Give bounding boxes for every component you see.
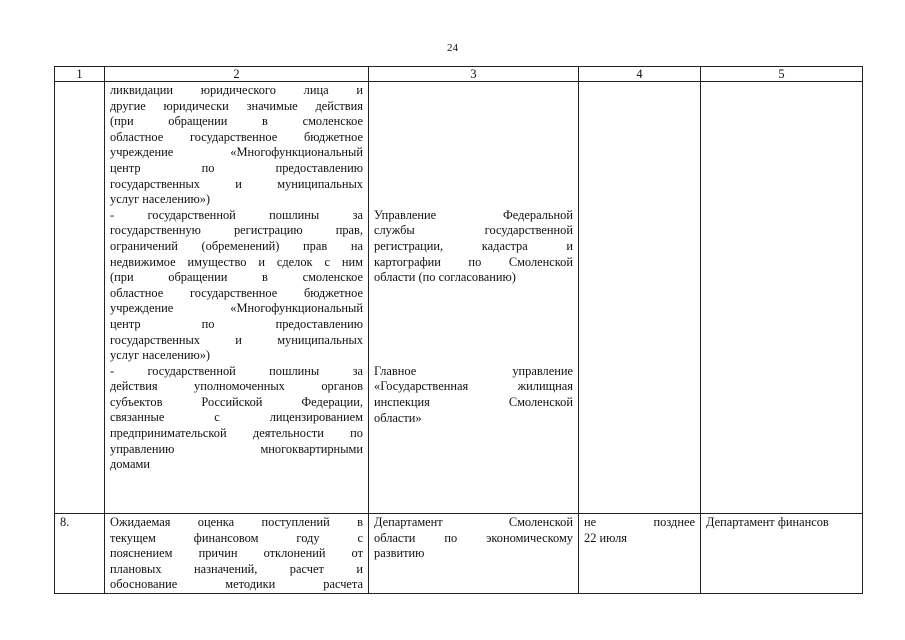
text-line: картографии по Смоленской — [374, 254, 573, 269]
description-paragraph — [110, 83, 363, 208]
text-line: ликвидации юридического лица и — [110, 83, 363, 97]
text-line: услуг населению») — [110, 192, 211, 207]
text-line: центр по предоставлению — [110, 160, 363, 175]
text-line: - государственной пошлины за — [110, 207, 363, 222]
text-line: инспекция Смоленской — [374, 394, 573, 409]
page-number: 24 — [447, 42, 458, 54]
table-row — [55, 514, 863, 594]
description-paragraph — [110, 364, 363, 473]
text-line: управлению многоквартирными — [110, 441, 363, 456]
text-line: регистрации, кадастра и — [374, 238, 573, 253]
text-line: учреждение «Многофункциональный — [110, 301, 363, 316]
header-col-2: 2 — [105, 67, 369, 82]
description-paragraph — [110, 515, 363, 593]
text-line: субъектов Российской Федерации, — [110, 394, 363, 409]
executor-paragraph — [374, 208, 573, 286]
text-line: Главное управление — [374, 363, 573, 378]
text-line: государственных и муниципальных — [110, 332, 363, 347]
text-line: предпринимательской деятельности по — [110, 426, 363, 441]
document-table — [54, 66, 863, 594]
header-col-5: 5 — [701, 67, 863, 82]
header-col-4: 4 — [579, 67, 701, 82]
text-line: недвижимое имущество и сделок с ним — [110, 254, 363, 269]
text-line: ограничений (обременений) прав на — [110, 238, 363, 253]
table-row — [55, 82, 863, 514]
text-line: (при обращении в смоленское — [110, 114, 363, 129]
responsible-cell: Департамент финансов — [701, 514, 863, 594]
text-line: действия уполномоченных органов — [110, 379, 363, 394]
spacer — [374, 286, 573, 364]
text-line: области (по согласованию) — [374, 270, 516, 285]
responsible-cell — [701, 82, 863, 514]
row-number-cell: 8. — [55, 514, 105, 594]
text-line: службы государственной — [374, 223, 573, 238]
description-cell — [105, 514, 369, 594]
row-number-cell — [55, 82, 105, 514]
text-line: домами — [110, 457, 150, 472]
description-cell — [105, 82, 369, 514]
text-line: областное государственное бюджетное — [110, 285, 363, 300]
header-row — [55, 67, 863, 82]
text-line: развитию — [374, 546, 425, 561]
text-line: пояснением причин отклонений от — [110, 546, 363, 561]
text-line: учреждение «Многофункциональный — [110, 145, 363, 160]
executor-paragraph — [374, 515, 573, 562]
text-line: связанные с лицензированием — [110, 410, 363, 425]
deadline-cell — [579, 514, 701, 594]
text-line: (при обращении в смоленское — [110, 270, 363, 285]
text-line: Управление Федеральной — [374, 207, 573, 222]
header-col-3: 3 — [369, 67, 579, 82]
executor-cell — [369, 82, 579, 514]
text-line: услуг населению») — [110, 348, 211, 363]
text-line: обоснование методики расчета — [110, 577, 363, 592]
text-line: Департамент Смоленской — [374, 515, 573, 529]
text-line: области по экономическому — [374, 530, 573, 545]
text-line: другие юридически значимые действия — [110, 98, 363, 113]
deadline-cell — [579, 82, 701, 514]
executor-cell — [369, 514, 579, 594]
header-col-1: 1 — [55, 67, 105, 82]
description-paragraph — [110, 208, 363, 364]
spacer — [374, 83, 573, 208]
text-line: областное государственное бюджетное — [110, 129, 363, 144]
text-line: не позднее — [584, 515, 695, 529]
text-line: центр по предоставлению — [110, 316, 363, 331]
text-line: 22 июля — [584, 530, 627, 545]
text-line: Ожидаемая оценка поступлений в — [110, 515, 363, 529]
text-line: области» — [374, 410, 422, 425]
text-line: «Государственная жилищная — [374, 379, 573, 394]
deadline-paragraph — [584, 515, 695, 546]
text-line: государственных и муниципальных — [110, 176, 363, 191]
text-line: плановых назначений, расчет и — [110, 561, 363, 576]
text-line: текущем финансовом году с — [110, 530, 363, 545]
text-line: государственную регистрацию прав, — [110, 223, 363, 238]
executor-paragraph — [374, 364, 573, 426]
text-line: - государственной пошлины за — [110, 363, 363, 378]
